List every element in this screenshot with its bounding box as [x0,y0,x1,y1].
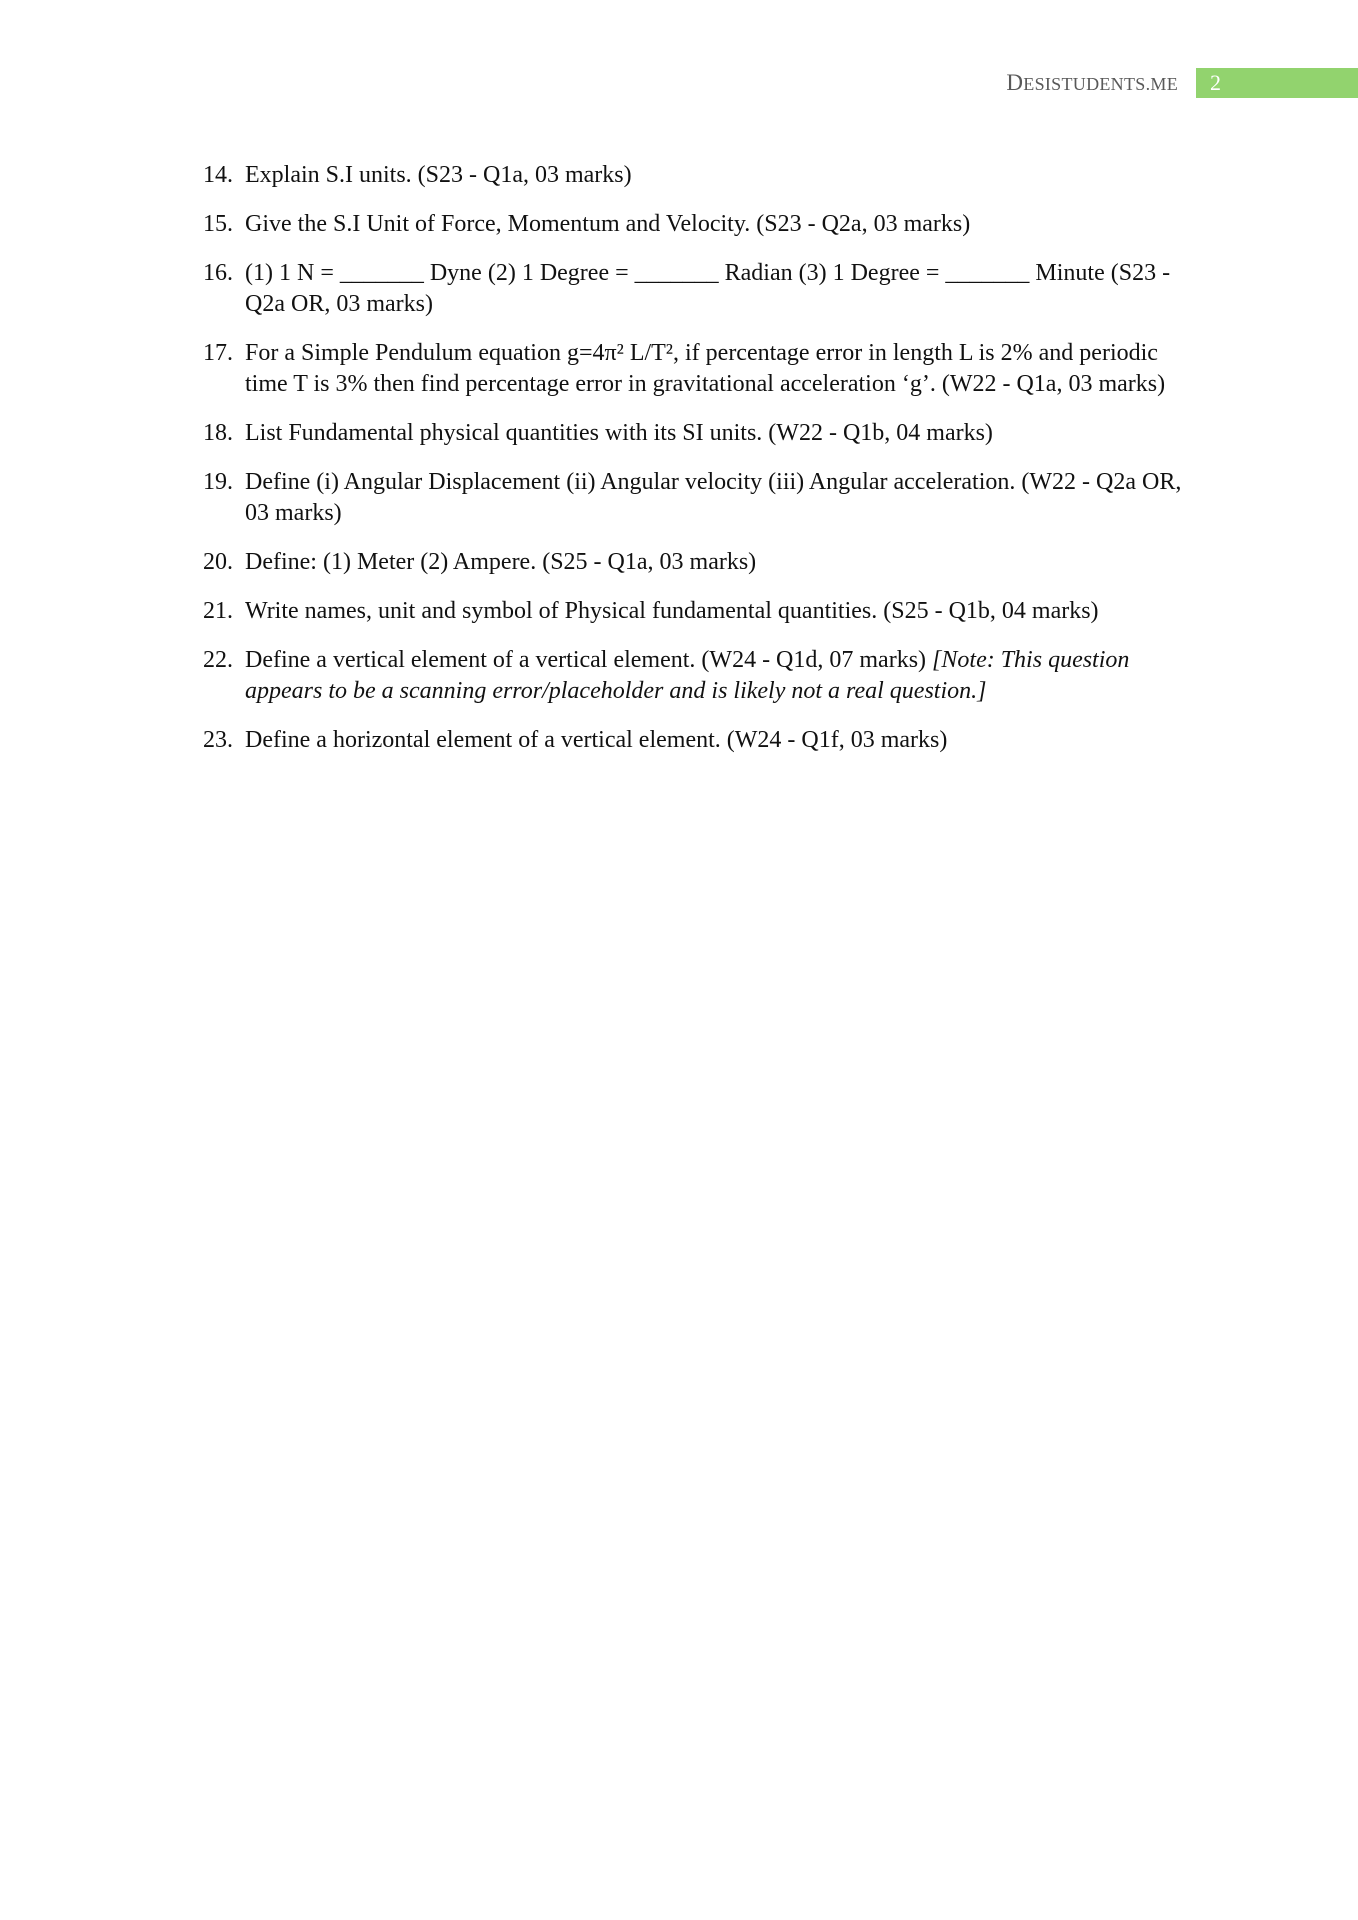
question-item [203,258,1193,320]
question-number: 21. [203,598,233,624]
page-number-tab [1196,68,1358,98]
question-item [203,725,1193,756]
question-item [203,209,1193,240]
question-number: 23. [203,727,233,753]
question-number: 14. [203,162,233,188]
question-text: For a Simple Pendulum equation g=4π² L/T², if percentage error in length L is 2% and periodic time T is 3% then find percentage error in gravitational acceleration ‘g’. (W22 - Q1a, 03 marks) [245,340,1166,397]
question-number: 16. [203,260,233,286]
question-number: 19. [203,469,233,495]
question-item [203,547,1193,578]
page-header [0,68,1358,98]
question-text: Define a vertical element of a vertical element. (W24 - Q1d, 07 marks) [245,647,927,673]
brand-initial: D [1006,70,1024,95]
question-number: 20. [203,549,233,575]
question-text: (1) 1 N = _______ Dyne (2) 1 Degree = _______ Radian (3) 1 Degree = _______ Minute (S23 - Q2a OR, 03 marks) [245,260,1171,317]
question-item [203,596,1193,627]
question-text: Write names, unit and symbol of Physical fundamental quantities. (S25 - Q1b, 04 marks) [245,598,1099,624]
question-number: 15. [203,211,233,237]
question-item [203,467,1193,529]
question-item [203,338,1193,400]
page-number: 2 [1210,70,1221,95]
question-item [203,645,1193,707]
question-text: Give the S.I Unit of Force, Momentum and Velocity. (S23 - Q2a, 03 marks) [245,211,971,237]
question-text: Define (i) Angular Displacement (ii) Angular velocity (iii) Angular acceleration. (W22 - Q2a OR, 03 marks) [245,469,1182,526]
question-text: Define a horizontal element of a vertical element. (W24 - Q1f, 03 marks) [245,727,948,753]
question-item [203,160,1193,191]
question-note: [Note: This question appears to be a scanning error/placeholder and is likely not a real question.] [245,647,1130,704]
site-brand [1006,70,1178,96]
question-number: 17. [203,340,233,366]
question-number: 18. [203,420,233,446]
brand-rest: ESISTUDENTS.ME [1023,74,1178,94]
question-text: List Fundamental physical quantities with its SI units. (W22 - Q1b, 04 marks) [245,420,993,446]
question-item [203,418,1193,449]
question-text: Explain S.I units. (S23 - Q1a, 03 marks) [245,162,632,188]
question-text: Define: (1) Meter (2) Ampere. (S25 - Q1a, 03 marks) [245,549,757,575]
question-number: 22. [203,647,233,673]
question-list [203,160,1193,774]
